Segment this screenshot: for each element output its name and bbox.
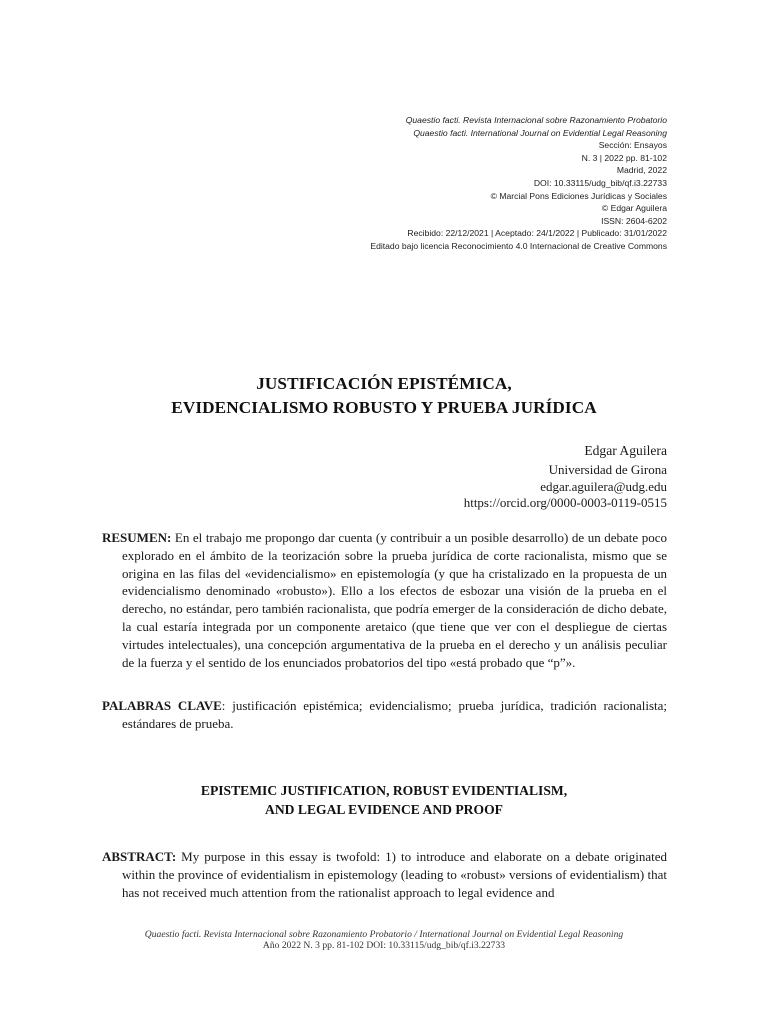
article-metadata (370, 114, 667, 253)
abstract-text: My purpose in this essay is twofold: 1) to introduce and elaborate on a debate originated within the province of evidentialism in epistemology (leading to «robust» versions of evidentialism) that has not received much attention from the rationalist approach to legal evidence and (122, 849, 667, 900)
journal-title-en: Quaestio facti. International Journal on Evidential Legal Reasoning (413, 127, 667, 138)
page-footer (0, 929, 768, 951)
doi: DOI: 10.33115/udg_bib/qf.i3.22733 (533, 177, 667, 188)
title-en-line-1: EPISTEMIC JUSTIFICATION, ROBUST EVIDENTIALISM, (200, 783, 568, 798)
submission-dates: Recibido: 22/12/2021 | Aceptado: 24/1/2022 | Publicado: 31/01/2022 (407, 228, 667, 239)
author-block (464, 443, 667, 512)
license: Editado bajo licencia Reconocimiento 4.0 Internacional de Creative Commons (370, 240, 667, 251)
resumen-label: RESUMEN: (102, 530, 172, 545)
issue-info: N. 3 | 2022 pp. 81-102 (581, 152, 667, 163)
title-line-1: JUSTIFICACIÓN EPISTÉMICA, (256, 374, 512, 393)
article-title (0, 372, 768, 420)
resumen-paragraph (102, 529, 667, 671)
resumen-text: En el trabajo me propongo dar cuenta (y contribuir a un posible desarrollo) de un debate poco explorado en el ámbito de la teorización sobre la prueba jurídica de corte racionalista, mismo que se origina en las filas del «evidencialismo» en epistemología (y que ha cristalizado en la propuesta de un evidencialismo denominado «robusto»). Ello a los efectos de esbozar una visión de la prueba en el derecho, no estándar, pero también racionalista, que podría emerger de la consideración de dicho debate, la cual estaría integrada por un componente aretaico (que tiene que ver con el despliegue de ciertas virtudes intelectuales), una concepción argumentativa de la prueba en el derecho y un análisis peculiar de la fuerza y el sentido de los enunciados probatorios del tipo «está probado que “p”». (122, 530, 668, 670)
footer-details: Año 2022 N. 3 pp. 81-102 DOI: 10.33115/udg_bib/qf.i3.22733 (262, 940, 506, 952)
abstract-label: ABSTRACT: (102, 849, 177, 864)
abstract-paragraph (102, 848, 667, 901)
publisher: © Marcial Pons Ediciones Jurídicas y Sociales (490, 190, 667, 201)
title-line-2: EVIDENCIALISMO ROBUSTO Y PRUEBA JURÍDICA (171, 398, 597, 417)
copyright: © Edgar Aguilera (601, 203, 667, 214)
section-label: Sección: Ensayos (598, 140, 667, 151)
author-orcid[interactable]: https://orcid.org/0000-0003-0119-0515 (463, 495, 667, 511)
issn: ISSN: 2604-6202 (601, 215, 667, 226)
keywords-paragraph (102, 697, 667, 733)
keywords-label: PALABRAS CLAVE (102, 698, 222, 713)
author-name: Edgar Aguilera (584, 443, 667, 458)
title-en-line-2: AND LEGAL EVIDENCE AND PROOF (265, 802, 503, 817)
place-date: Madrid, 2022 (616, 165, 667, 176)
article-title-en (0, 781, 768, 819)
footer-journal: Quaestio facti. Revista Internacional sobre Razonamiento Probatorio / International Journal on Evidential Legal Reasoning (144, 929, 624, 940)
journal-title-es: Quaestio facti. Revista Internacional sobre Razonamiento Probatorio (405, 115, 667, 125)
author-affiliation: Universidad de Girona (548, 461, 667, 477)
keywords-text: : justificación epistémica; evidencialismo; prueba jurídica, tradición racionalista; estándares de prueba. (122, 698, 667, 731)
author-email[interactable]: edgar.aguilera@udg.edu (540, 478, 667, 494)
